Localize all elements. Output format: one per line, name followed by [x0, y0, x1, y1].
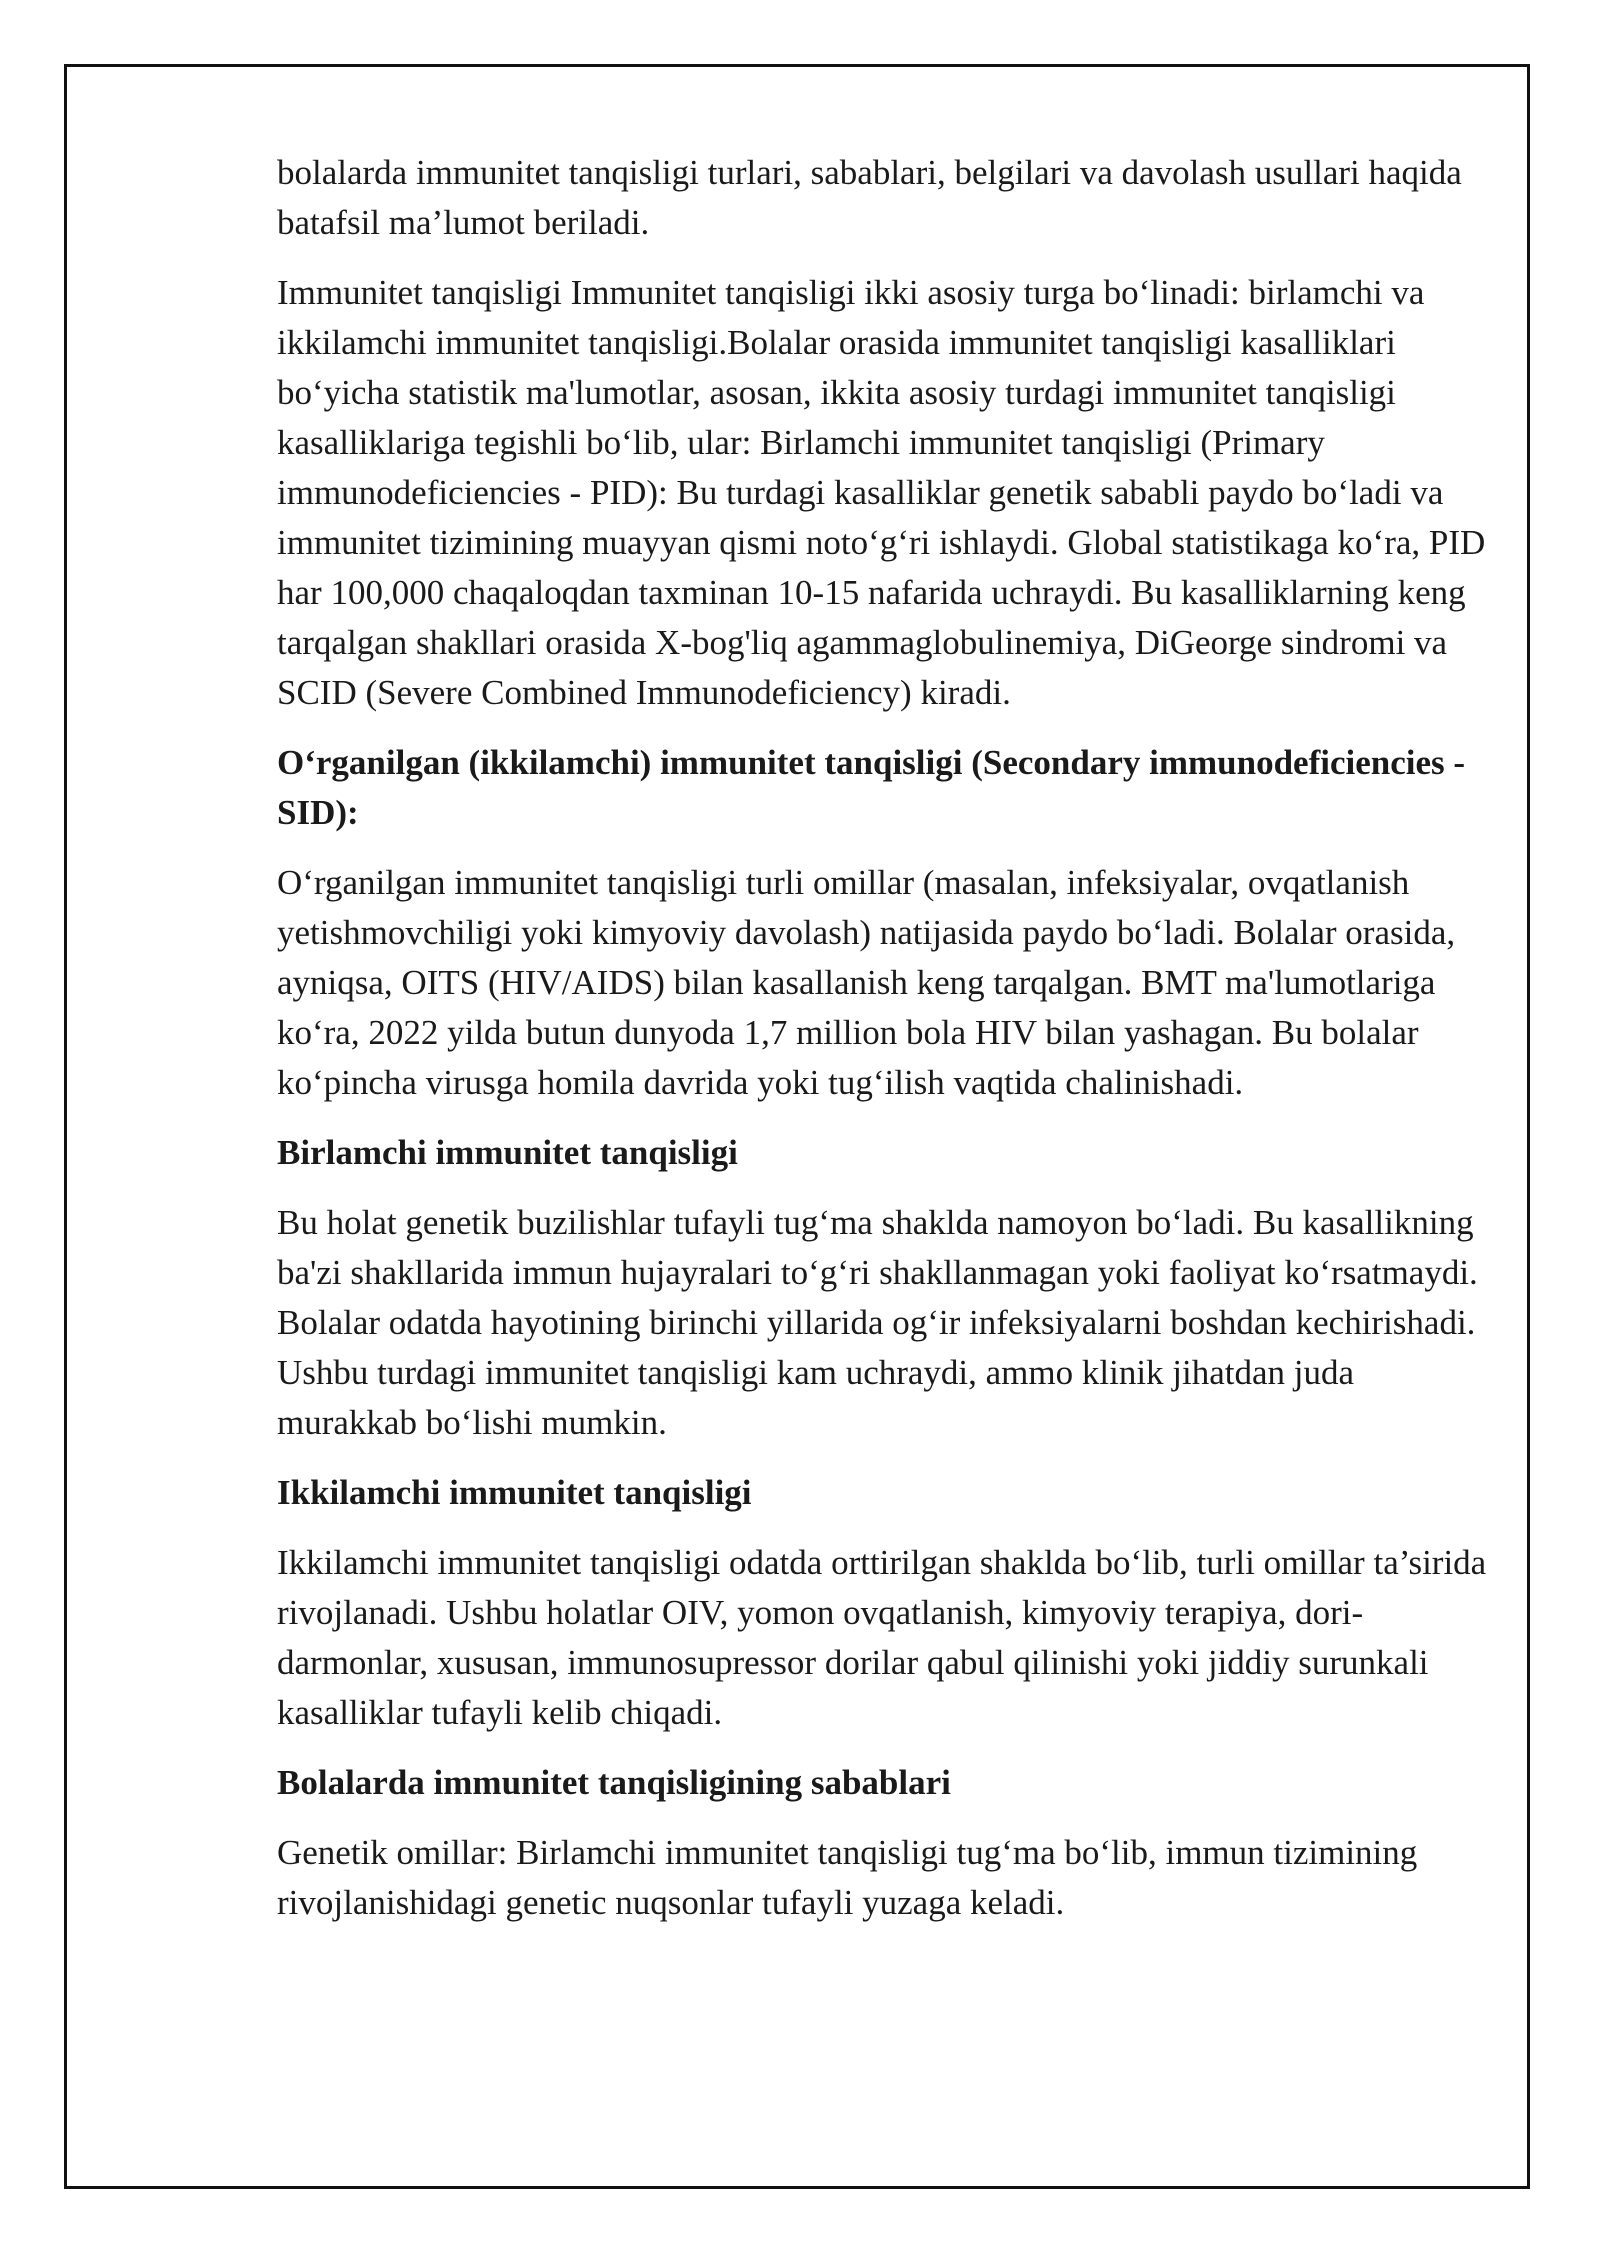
paragraph-primary-immunodeficiency: Bu holat genetik buzilishlar tufayli tug‘ma shaklda namoyon bo‘ladi. Bu kasallikning ba'zi shakllarida immun hujayralari to‘g‘ri shakllanmagan yoki faoliyat ko‘rsatmaydi. Bolalar odatda hayotining birinchi yillarida og‘ir infeksiyalarni boshdan kechirishadi. Ushbu turdagi immunitet tanqisligi kam uchraydi, ammo klinik jihatdan juda murakkab bo‘lishi mumkin. — [277, 1203, 1478, 1442]
paragraph-intro: bolalarda immunitet tanqisligi turlari, sabablari, belgilari va davolash usullari haqida batafsil ma’lumot beriladi. — [277, 153, 1462, 242]
heading-primary-immunodeficiency: Birlamchi immunitet tanqisligi — [277, 1133, 738, 1172]
paragraph-acquired-immunodeficiency: Ikkilamchi immunitet tanqisligi odatda orttirilgan shaklda bo‘lib, turli omillar ta’sirida rivojlanadi. Ushbu holatlar OIV, yomon ovqatlanish, kimyoviy terapiya, dori-darmonlar, xususan, immunosupressor dorilar qabul qilinishi yoki jiddiy surunkali kasalliklar tufayli kelib chiqadi. — [277, 1543, 1487, 1732]
paragraph-secondary-immunodeficiency: O‘rganilgan immunitet tanqisligi turli omillar (masalan, infeksiyalar, ovqatlanish yetishmovchiligi yoki kimyoviy davolash) natijasida paydo bo‘ladi. Bolalar orasida, ayniqsa, OITS (HIV/AIDS) bilan kasallanish keng tarqalgan. BMT ma'lumotlariga ko‘ra, 2022 yilda butun dunyoda 1,7 million bola HIV bilan yashagan. Bu bolalar ko‘pincha virusga homila davrida yoki tug‘ilish vaqtida chalinishadi. — [277, 863, 1456, 1102]
paragraph-genetic-factors: Genetik omillar: Birlamchi immunitet tanqisligi tug‘ma bo‘lib, immun tizimining rivojlanishidagi genetic nuqsonlar tufayli yuzaga keladi. — [277, 1833, 1418, 1922]
heading-acquired-immunodeficiency: Ikkilamchi immunitet tanqisligi — [277, 1473, 752, 1512]
paragraph-immunodeficiency-types: Immunitet tanqisligi Immunitet tanqisligi ikki asosiy turga bo‘linadi: birlamchi va ikkilamchi immunitet tanqisligi.Bolalar orasida immunitet tanqisligi kasalliklari bo‘yicha statistik ma'lumotlar, asosan, ikkita asosiy turdagi immunitet tanqisligi kasalliklariga tegishli bo‘lib, ular: Birlamchi immunitet tanqisligi (Primary immunodeficiencies - PID): Bu turdagi kasalliklar genetik sababli paydo bo‘ladi va immunitet tizimining muayyan qismi noto‘g‘ri ishlaydi. Global statistikaga ko‘ra, PID har 100,000 chaqaloqdan taxminan 10-15 nafarida uchraydi. Bu kasalliklarning keng tarqalgan shakllari orasida X-bog'liq agammaglobulinemiya, DiGeorge sindromi va SCID (Severe Combined Immunodeficiency) kiradi. — [277, 273, 1486, 712]
document-body — [277, 148, 1492, 1948]
heading-secondary-immunodeficiency: O‘rganilgan (ikkilamchi) immunitet tanqisligi (Secondary immunodeficiencies - SID): — [277, 743, 1466, 832]
heading-causes: Bolalarda immunitet tanqisligining sabablari — [277, 1763, 951, 1802]
